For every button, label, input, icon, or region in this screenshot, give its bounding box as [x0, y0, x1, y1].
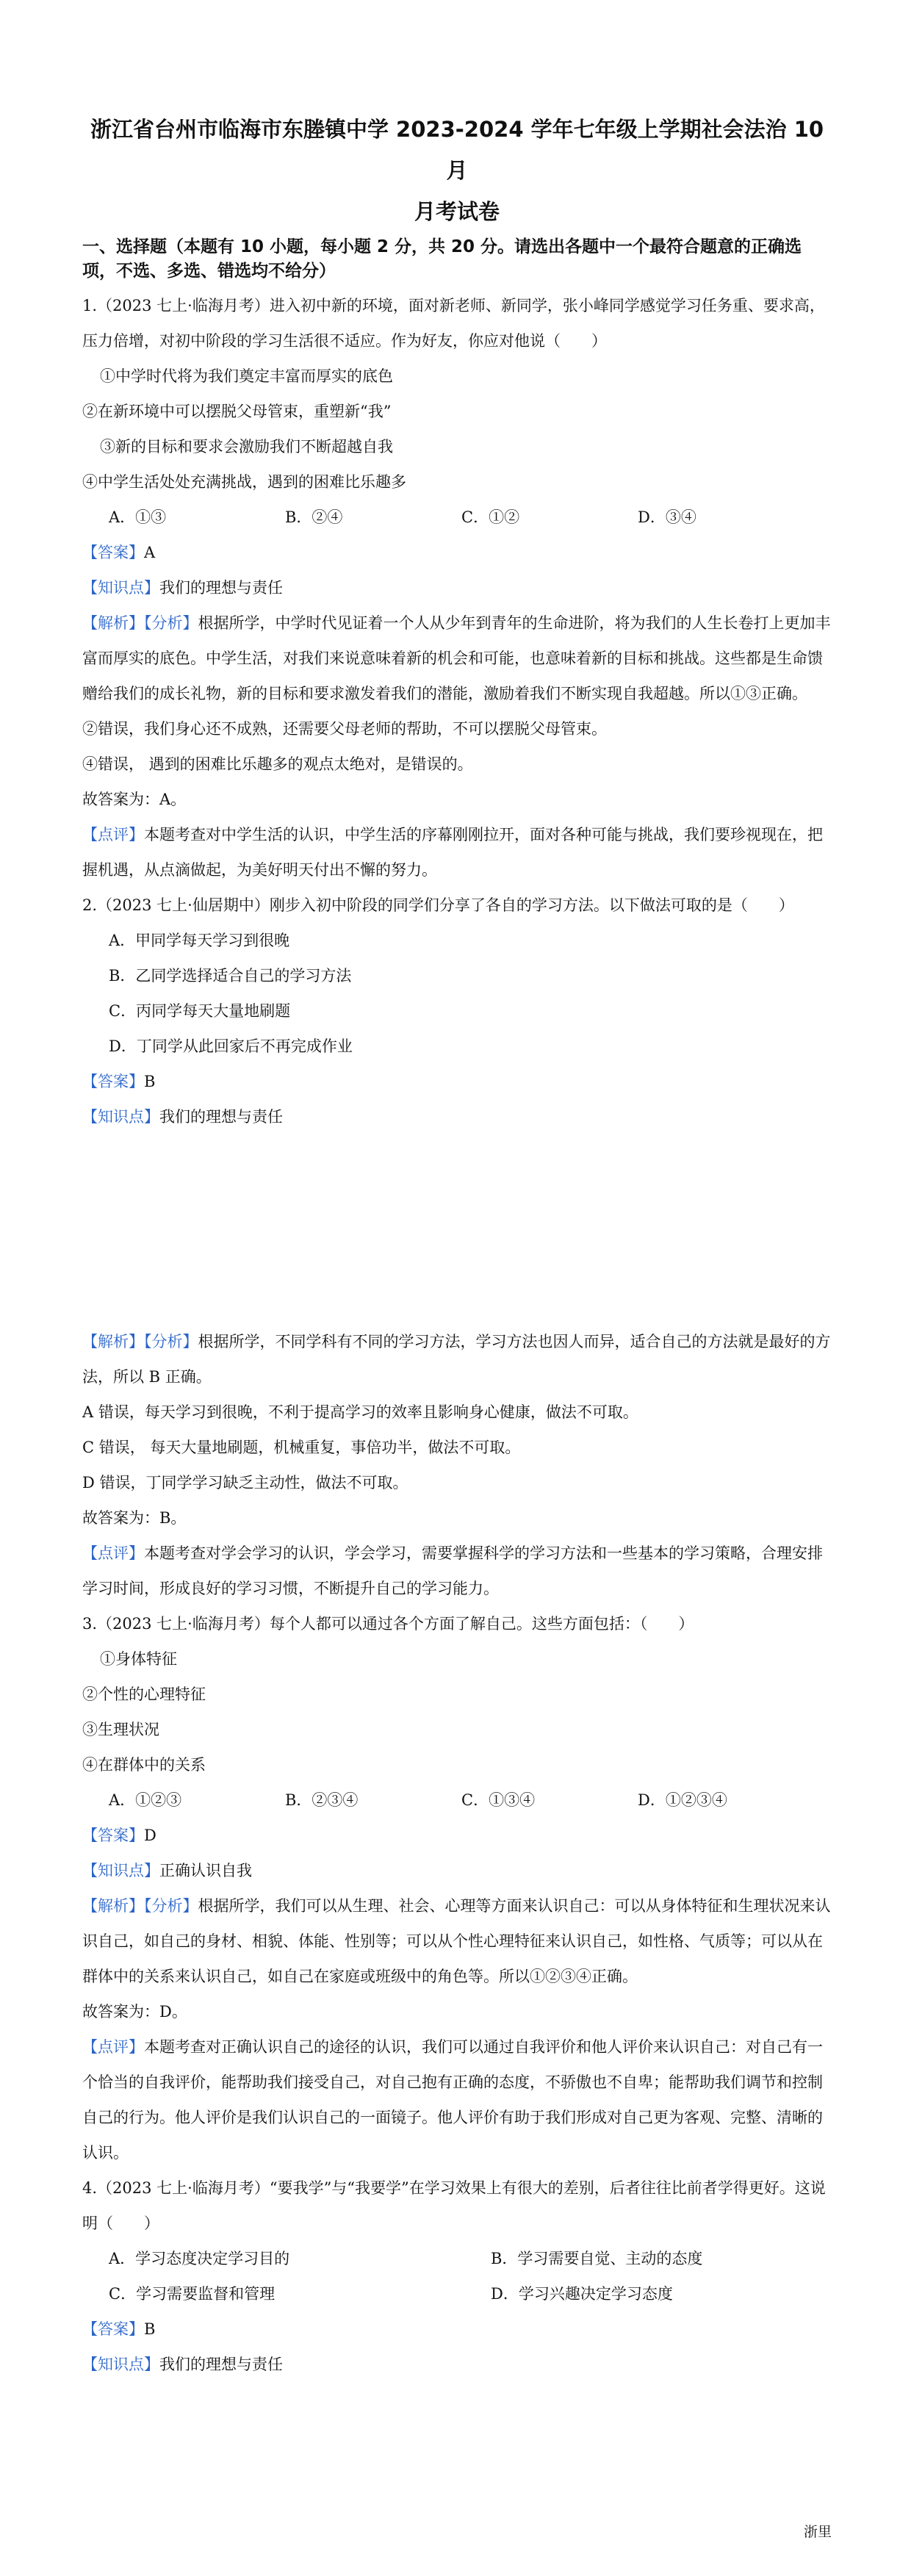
analysis-line: D 错误，丁同学学习缺乏主动性，做法不可取。 — [82, 1474, 408, 1492]
analysis-line: C 错误， 每天大量地刷题，机械重复，事倍功半，做法不可取。 — [82, 1439, 521, 1456]
analysis-text: 根据所学，我们可以从生理、社会、心理等方面来认识自己：可以从身体特征和生理状况来认识自己，如自己的身材、相貌、体能、性别等；可以从个性心理特征来认识自己，如性格、气质等；可以从在群体中的关系来认识自己，如自己在家庭或班级中的角色等。所以①②③④正确。 — [82, 1897, 831, 1985]
answer-value: B — [144, 1073, 156, 1090]
knowledge-line — [82, 1853, 832, 1888]
knowledge-value: 我们的理想与责任 — [159, 2356, 283, 2373]
analysis-text: 根据所学，不同学科有不同的学习方法，学习方法也因人而异，适合自己的方法就是最好的方法，所以 B 正确。 — [82, 1333, 831, 1386]
knowledge-value: 正确认识自我 — [159, 1862, 252, 1879]
option-d: D．丁同学从此回家后不再完成作业 — [109, 1037, 353, 1055]
answer-value: A — [144, 544, 156, 561]
comment-paragraph — [82, 817, 832, 888]
option-b: B．②③④ — [285, 1791, 359, 1809]
analysis-paragraph — [82, 1324, 832, 1395]
page-gap — [82, 1134, 832, 1324]
knowledge-line — [82, 1099, 832, 1134]
option-d: D．①②③④ — [638, 1791, 727, 1809]
comment-label: 【点评】 — [82, 826, 144, 843]
comment-text: 本题考查对学会学习的认识，学会学习，需要掌握科学的学习方法和一些基本的学习策略，合理安排学习时间，形成良好的学习习惯，不断提升自己的学习能力。 — [82, 1544, 823, 1597]
option-b: B．②④ — [285, 508, 343, 526]
question-4 — [82, 2170, 832, 2382]
option-c: C．①③④ — [461, 1791, 536, 1809]
analysis-text: 根据所学，中学时代见证着一个人从少年到青年的生命进阶，将为我们的人生长卷打上更加丰富而厚实的底色。中学生活，对我们来说意味着新的机会和可能，也意味着新的目标和挑战。这些都是生命馈赠给我们的成长礼物，新的目标和要求激发着我们的潜能，激励着我们不断实现自我超越。所以①③正确。 — [82, 614, 831, 702]
comment-label: 【点评】 — [82, 2038, 144, 2056]
statement-item: ①身体特征 — [100, 1650, 177, 1668]
knowledge-label: 【知识点】 — [82, 1862, 159, 1879]
knowledge-label: 【知识点】 — [82, 1108, 159, 1126]
question-stem: 1.（2023 七上·临海月考）进入初中新的环境，面对新老师、新同学，张小峰同学感觉学习任务重、要求高，压力倍增，对初中阶段的学习生活很不适应。作为好友，你应对他说（ ） — [82, 297, 825, 350]
conclusion-line: 故答案为：B。 — [82, 1509, 187, 1527]
page-footer: 浙里 — [803, 2524, 832, 2540]
document-title — [82, 109, 832, 232]
knowledge-line — [82, 2347, 832, 2382]
answer-options — [82, 1782, 832, 1818]
option-d: D．学习兴趣决定学习态度 — [491, 2285, 673, 2303]
knowledge-label: 【知识点】 — [82, 579, 159, 597]
question-3 — [82, 1606, 832, 2170]
answer-label: 【答案】 — [82, 2320, 144, 2338]
option-c: C．①② — [461, 508, 520, 526]
document-body — [82, 109, 832, 2382]
option-d: D．③④ — [638, 508, 696, 526]
option-a: A．①③ — [109, 508, 167, 526]
fenxi-label: 【分析】 — [144, 1333, 198, 1350]
knowledge-value: 我们的理想与责任 — [159, 1108, 283, 1126]
answer-line — [82, 1818, 832, 1853]
option-b: B．学习需要自觉、主动的态度 — [491, 2250, 703, 2267]
answer-line — [82, 535, 832, 570]
analysis-line: ②错误，我们身心还不成熟，还需要父母老师的帮助，不可以摆脱父母管束。 — [82, 720, 607, 738]
comment-text: 本题考查对中学生活的认识，中学生活的序幕刚刚拉开，面对各种可能与挑战，我们要珍视现在，把握机遇，从点滴做起，为美好明天付出不懈的努力。 — [82, 826, 823, 879]
question-stem: 2.（2023 七上·仙居期中）刚步入初中阶段的同学们分享了各自的学习方法。以下做法可取的是（ ） — [82, 896, 794, 914]
option-a: A．甲同学每天学习到很晚 — [109, 932, 290, 949]
option-b: B．乙同学选择适合自己的学习方法 — [109, 967, 352, 985]
analysis-line: A 错误，每天学习到很晚，不利于提高学习的效率且影响身心健康，做法不可取。 — [82, 1403, 638, 1421]
answer-label: 【答案】 — [82, 1073, 144, 1090]
answer-label: 【答案】 — [82, 1827, 144, 1844]
option-c: C．丙同学每天大量地刷题 — [109, 1002, 291, 1020]
analysis-paragraph — [82, 605, 832, 711]
section-heading: 一、选择题（本题有 10 小题，每小题 2 分，共 20 分。请选出各题中一个最符合题意的正确选项，不选、多选、错选均不给分） — [82, 237, 802, 281]
statement-item: ①中学时代将为我们奠定丰富而厚实的底色 — [100, 367, 393, 385]
fenxi-label: 【分析】 — [144, 614, 198, 632]
answer-options — [82, 2241, 832, 2311]
question-1 — [82, 288, 832, 888]
statement-item: ③新的目标和要求会激励我们不断超越自我 — [100, 438, 393, 456]
statement-item: ③生理状况 — [82, 1721, 159, 1738]
analysis-line: ④错误， 遇到的困难比乐趣多的观点太绝对，是错误的。 — [82, 755, 473, 773]
answer-value: D — [144, 1827, 156, 1844]
option-c: C．学习需要监督和管理 — [109, 2285, 276, 2303]
answer-value: B — [144, 2320, 156, 2338]
statement-item: ②个性的心理特征 — [82, 1685, 206, 1703]
statement-item: ④在群体中的关系 — [82, 1756, 206, 1774]
answer-options — [82, 500, 832, 535]
analysis-label: 【解析】 — [82, 1897, 144, 1915]
question-2 — [82, 888, 832, 1606]
analysis-label: 【解析】 — [82, 614, 144, 632]
conclusion-line: 故答案为：D。 — [82, 2003, 187, 2021]
option-a: A．学习态度决定学习目的 — [109, 2250, 290, 2267]
question-stem: 3.（2023 七上·临海月考）每个人都可以通过各个方面了解自己。这些方面包括：（ ） — [82, 1615, 694, 1633]
comment-text: 本题考查对正确认识自己的途径的认识，我们可以通过自我评价和他人评价来认识自己：对自己有一个恰当的自我评价，能帮助我们接受自己，对自己抱有正确的态度，不骄傲也不自卑；能帮助我们调节和控制自己的行为。他人评价是我们认识自己的一面镜子。他人评价有助于我们形成对自己更为客观、完整、清晰的认识。 — [82, 2038, 823, 2162]
comment-label: 【点评】 — [82, 1544, 144, 1562]
analysis-label: 【解析】 — [82, 1333, 144, 1350]
comment-paragraph — [82, 1536, 832, 1606]
fenxi-label: 【分析】 — [144, 1897, 198, 1915]
question-stem: 4.（2023 七上·临海月考）“要我学”与“我要学”在学习效果上有很大的差别，后者往往比前者学得更好。这说明（ ） — [82, 2179, 826, 2232]
title-line-2: 月考试卷 — [414, 199, 500, 224]
statement-item: ②在新环境中可以摆脱父母管束，重塑新“我” — [82, 403, 392, 420]
knowledge-label: 【知识点】 — [82, 2356, 159, 2373]
statement-item: ④中学生活处处充满挑战，遇到的困难比乐趣多 — [82, 473, 406, 491]
title-line-1: 浙江省台州市临海市东塍镇中学 2023-2024 学年七年级上学期社会法治 10 月 — [90, 117, 824, 183]
knowledge-line — [82, 570, 832, 605]
knowledge-value: 我们的理想与责任 — [159, 579, 283, 597]
option-a: A．①②③ — [109, 1791, 182, 1809]
answer-line — [82, 2311, 832, 2347]
comment-paragraph — [82, 2029, 832, 2170]
analysis-paragraph — [82, 1888, 832, 1994]
answer-line — [82, 1064, 832, 1099]
answer-label: 【答案】 — [82, 544, 144, 561]
conclusion-line: 故答案为：A。 — [82, 791, 187, 808]
